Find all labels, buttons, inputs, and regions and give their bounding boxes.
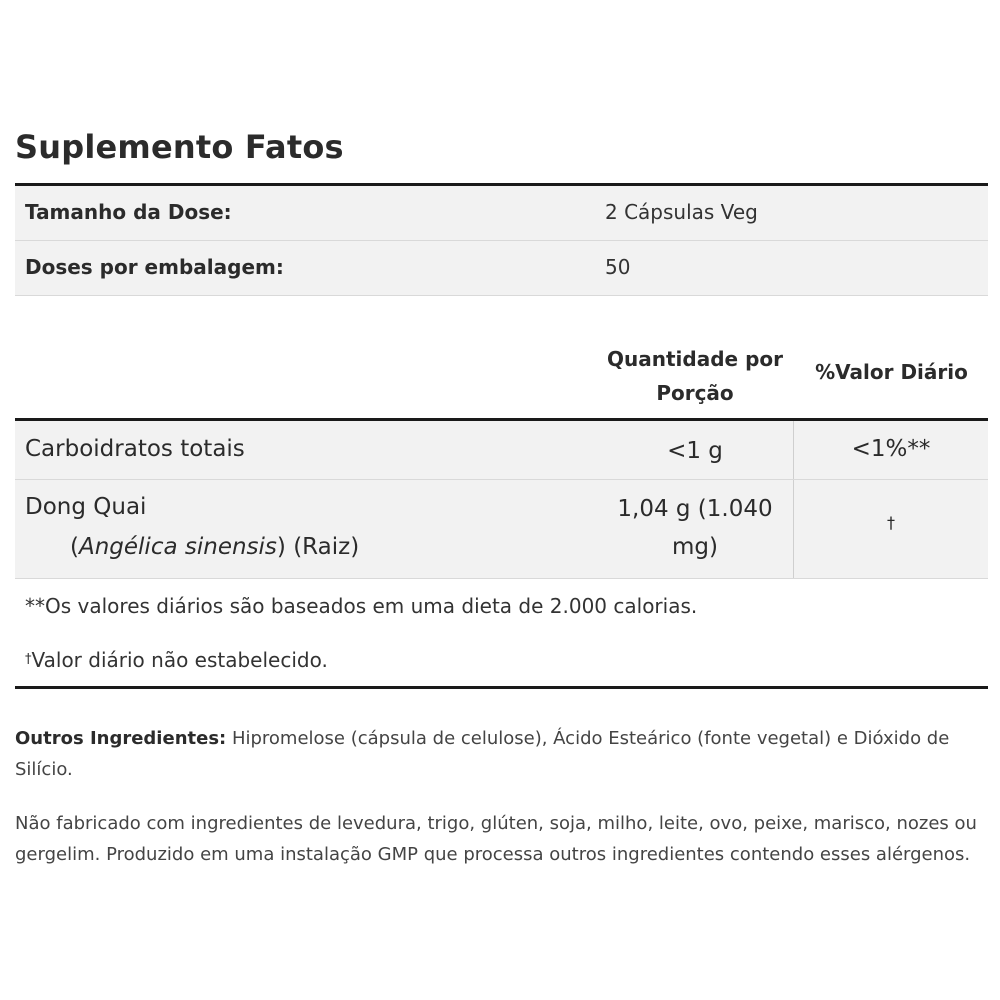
nutrient-daily-value: † bbox=[887, 513, 895, 532]
serving-size-label: Tamanho da Dose: bbox=[25, 200, 232, 224]
other-ingredients: Outros Ingredientes: Hipromelose (cápsula de celulose), Ácido Esteárico (fonte vegetal) e Dióxido de Silício. bbox=[15, 728, 950, 780]
nutrient-daily-value: <1%** bbox=[851, 436, 931, 462]
serving-size-row bbox=[15, 186, 988, 241]
daily-value-header: %Valor Diário bbox=[815, 360, 968, 384]
other-ingredients-label: Outros Ingredientes: bbox=[15, 728, 227, 749]
allergen-statement: Não fabricado com ingredientes de levedura, trigo, glúten, soja, milho, leite, ovo, peixe, marisco, nozes ou gergelim. Produzido em uma instalação GMP que processa outros ingredientes contendo esses alérgenos. bbox=[15, 813, 977, 865]
amount-per-serving-header: Quantidade por Porção bbox=[607, 347, 783, 405]
nutrient-table-header bbox=[15, 338, 988, 418]
serving-size-value: 2 Cápsulas Veg bbox=[605, 200, 758, 224]
nutrient-amount: 1,04 g (1.040 mg) bbox=[617, 496, 773, 560]
footnote-not-established: †Valor diário não estabelecido. bbox=[25, 648, 328, 672]
servings-per-container-value: 50 bbox=[605, 255, 631, 279]
servings-per-container-row bbox=[15, 241, 988, 296]
nutrient-source-description: (Angélica sinensis) (Raiz) bbox=[70, 534, 360, 560]
nutrient-row bbox=[15, 421, 988, 480]
bottom-divider bbox=[15, 686, 988, 689]
nutrient-amount: <1 g bbox=[667, 438, 723, 464]
nutrient-row bbox=[15, 480, 988, 579]
footnote-daily-basis: **Os valores diários são baseados em uma dieta de 2.000 calorias. bbox=[25, 594, 698, 618]
nutrient-name: Carboidratos totais bbox=[25, 436, 245, 462]
servings-per-container-label: Doses por embalagem: bbox=[25, 255, 284, 279]
page-title: Suplemento Fatos bbox=[15, 128, 344, 166]
nutrient-name: Dong Quai bbox=[25, 494, 147, 520]
